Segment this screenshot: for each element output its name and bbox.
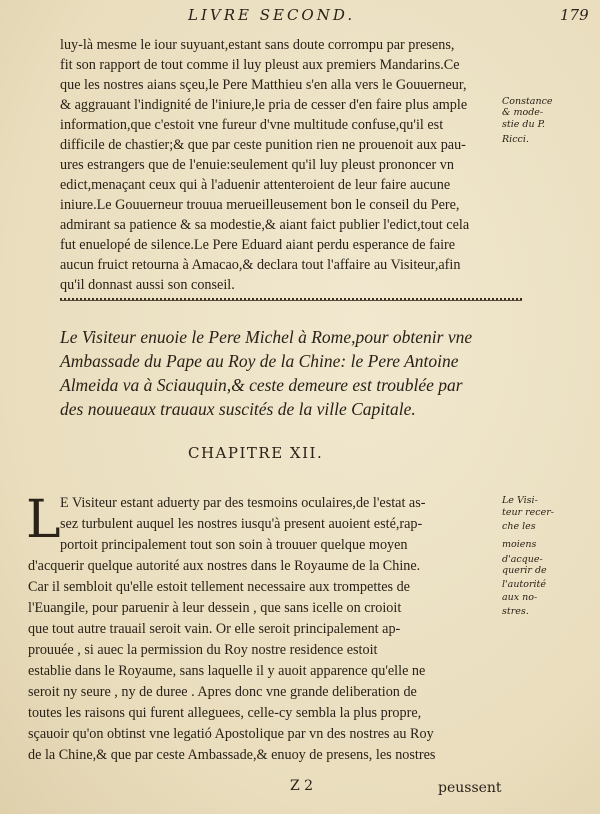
catchword: peussent	[438, 780, 502, 796]
summary-line: Almeida va à Sciauquin,& ceste demeure est troublée par	[60, 375, 463, 395]
margin-note-line: moiens	[502, 539, 537, 550]
margin-note-line: d'acque-	[502, 554, 543, 565]
chapter-heading: CHAPITRE XII.	[188, 444, 324, 462]
margin-note-line: teur recer-	[502, 507, 554, 518]
text-line: l'Euangile, pour paruenir à leur dessein , que sans icelle on croioit	[28, 600, 402, 616]
text-line: luy-là mesme le iour suyuant,estant sans doute corrompu par presens,	[60, 37, 455, 53]
signature-mark: Z 2	[290, 778, 314, 794]
text-line: ures estrangers que de l'enuie:seulement qu'il luy pleust prononcer vn	[60, 157, 454, 173]
text-line: portoit principalement tout son soin à trouuer quelque moyen	[60, 537, 408, 553]
page-number: 179	[560, 6, 589, 24]
text-line: & aggrauant l'indignité de l'iniure,le pria de cesser d'en faire plus ample	[60, 97, 468, 113]
margin-note-line: querir de	[502, 565, 547, 576]
text-line: toutes les raisons qui furent alleguees, celle-cy sembla la plus propre,	[28, 705, 422, 721]
text-line: Car il sembloit qu'elle estoit tellement necessaire aux trompettes de	[28, 579, 410, 595]
text-line: E Visiteur estant aduerty par des tesmoins oculaires,de l'estat as-	[60, 495, 426, 511]
summary-line: Ambassade du Pape au Roy de la Chine: le Pere Antoine	[60, 351, 459, 371]
drop-cap: L	[26, 490, 61, 550]
summary-line: des nouueaux trauaux suscités de la ville Capitale.	[60, 399, 416, 419]
text-line: aucun fruict retourna à Amacao,& declara tout l'affaire au Visiteur,afin	[60, 257, 461, 273]
text-line: admirant sa patience & sa modestie,& aiant faict publier l'edict,tout cela	[60, 217, 470, 233]
text-line: information,que c'estoit vne fureur d'vne multitude confuse,qu'il est	[60, 117, 444, 133]
text-line: establie dans le Royaume, sans laquelle il y auoit apparence qu'elle ne	[28, 663, 426, 679]
margin-note-line: Constance	[502, 96, 553, 107]
text-line: seroit ny seure , ny de duree . Apres donc vne grande deliberation de	[28, 684, 417, 700]
margin-note-line: Le Visi-	[502, 495, 538, 506]
margin-note-line: aux no-	[502, 592, 538, 603]
text-line: que les nostres aians sçeu,le Pere Matthieu s'en alla vers le Gouuerneur,	[60, 77, 467, 93]
text-line: fit son rapport de tout comme il luy pleust aux premiers Mandarins.Ce	[60, 57, 460, 73]
text-line: prouuée , si auec la permission du Roy nostre residence estoit	[28, 642, 378, 658]
margin-note-line: stie du P.	[502, 119, 546, 130]
text-line: sez turbulent auquel les nostres iusqu'à present auoient esté,rap-	[60, 516, 423, 532]
text-line: de la Chine,& que par ceste Ambassade,& enuoy de presens, les nostres	[28, 747, 436, 763]
text-line: iniure.Le Gouuerneur trouua merueilleusement bon le conseil du Pere,	[60, 197, 460, 213]
margin-note-line: Ricci.	[502, 134, 529, 145]
text-line: d'acquerir quelque autorité aux nostres dans le Royaume de la Chine.	[28, 558, 421, 574]
margin-note-line: stres.	[502, 606, 529, 617]
text-line: difficile de chastier;& que par ceste punition rien ne prouenoit aux pau-	[60, 137, 466, 153]
section-divider-line	[60, 300, 522, 301]
page-header	[0, 4, 600, 26]
margin-note-line: che les	[502, 521, 536, 532]
text-line: qu'il donnast aussi son conseil.	[60, 277, 235, 293]
running-title: LIVRE SECOND.	[188, 6, 356, 24]
text-line: edict,menaçant ceux qui à l'aduenir attenteroient de leur faire aucune	[60, 177, 451, 193]
margin-note-line: l'autorité	[502, 579, 546, 590]
text-line: que tout autre trauail seroit vain. Or elle seroit principalement ap-	[28, 621, 401, 637]
margin-note-line: & mode-	[502, 107, 544, 118]
text-line: fut enuelopé de silence.Le Pere Eduard aiant perdu esperance de faire	[60, 237, 456, 253]
text-line: sçauoir qu'on obtinst vne legatió Apostolique par vn des nostres au Roy	[28, 726, 434, 742]
summary-line: Le Visiteur enuoie le Pere Michel à Rome,pour obtenir vne	[60, 327, 473, 347]
